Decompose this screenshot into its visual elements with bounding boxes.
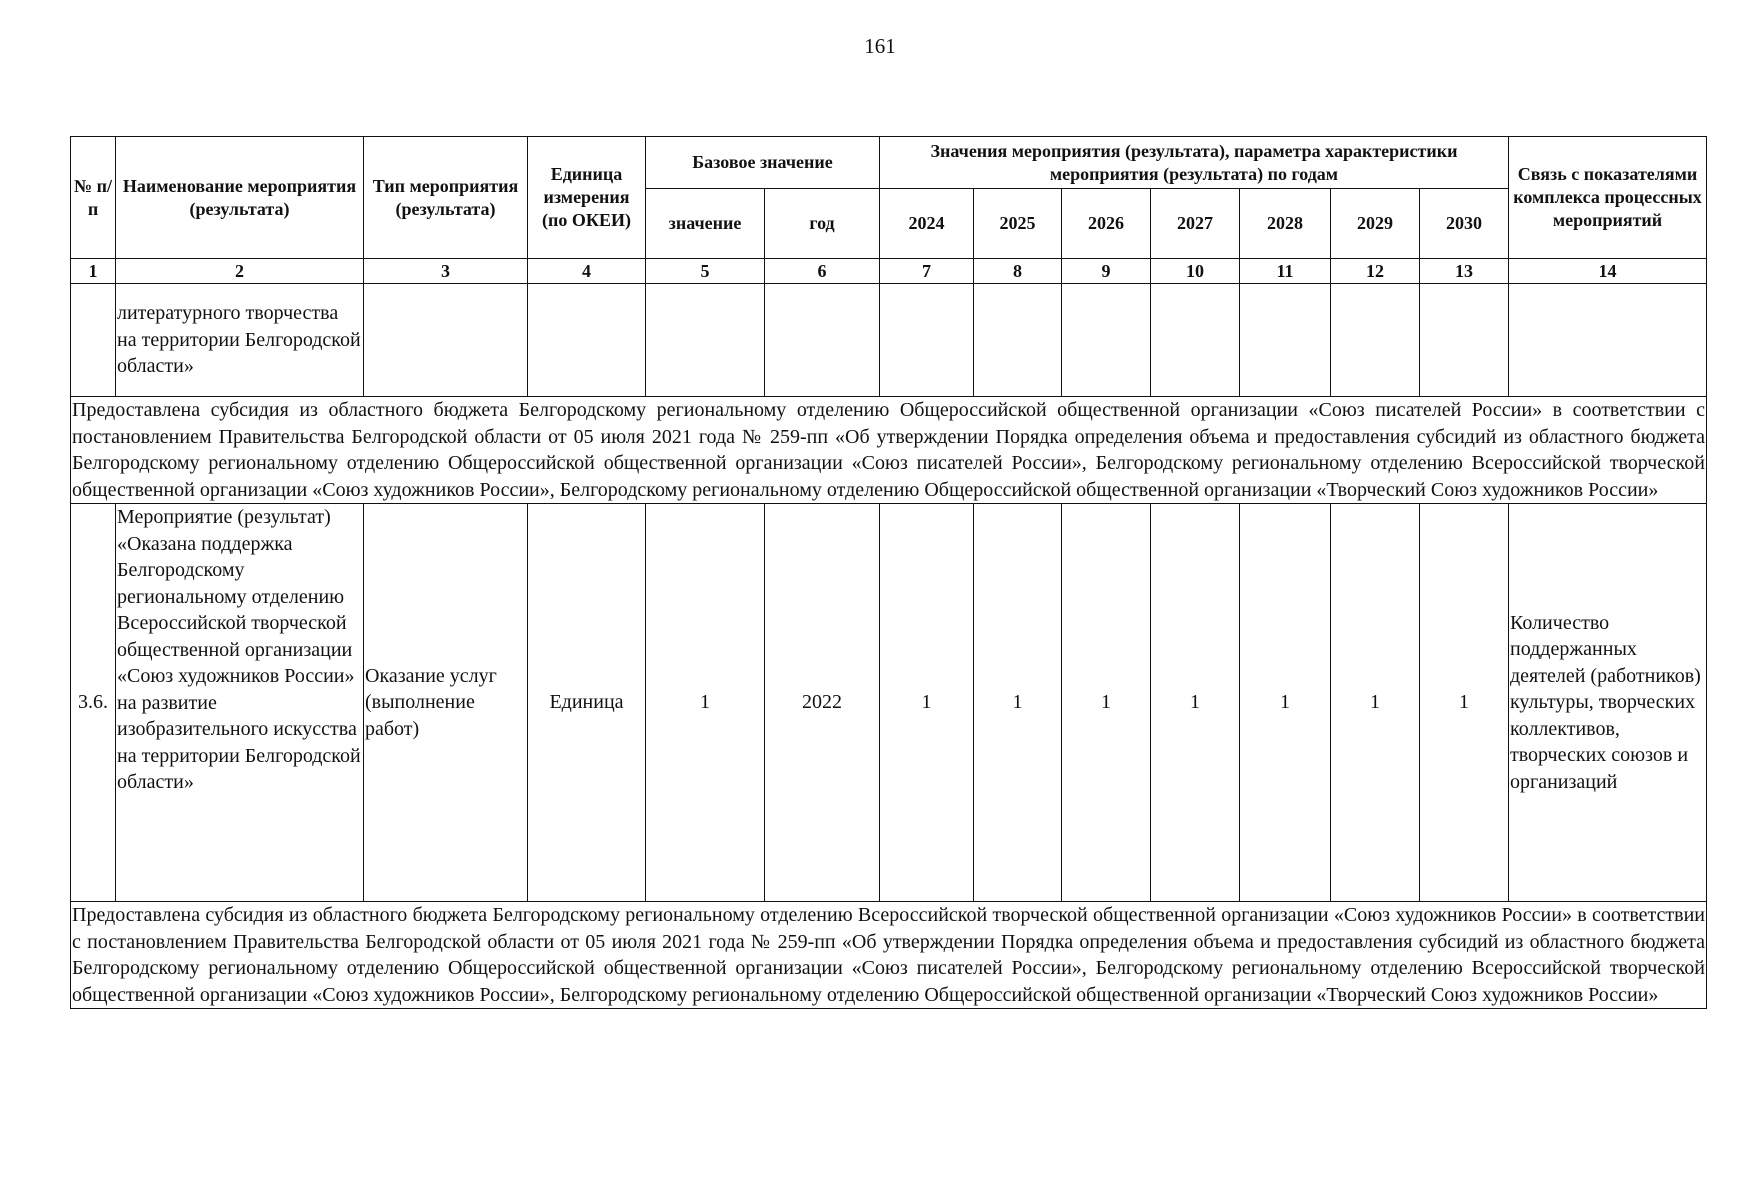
continuation-num-cell [71,284,116,397]
column-number: 4 [528,259,646,284]
empty-cell [1240,284,1331,397]
subsidy-note-1: Предоставлена субсидия из областного бюджета Белгородскому региональному отделению Общероссийской общественной организации «Союз писателей России» в соответствии с постановлением Правительства Белгородской области от 05 июля 2021 года № 259-пп «Об утверждении Порядка определения объема и предоставления субсидий из областного бюджета Белгородскому региональному отделению Общероссийской общественной организации «Союз писателей России», Белгородскому региональному отделению Всероссийской творческой общественной организации «Союз художников России», Белгородскому региональному отделению Общероссийской общественной организации «Творческий Союз художников России» [71,397,1707,504]
empty-cell [1420,284,1509,397]
empty-cell [364,284,528,397]
year-value: 1 [1420,504,1509,902]
empty-cell [880,284,974,397]
year-value: 1 [1331,504,1420,902]
year-value: 1 [974,504,1062,902]
column-number: 12 [1331,259,1420,284]
header-year: 2028 [1240,189,1331,259]
year-value: 1 [1062,504,1151,902]
column-number: 11 [1240,259,1331,284]
column-number: 14 [1509,259,1707,284]
empty-cell [1331,284,1420,397]
header-year: 2030 [1420,189,1509,259]
base-year: 2022 [765,504,880,902]
base-value: 1 [646,504,765,902]
column-number: 1 [71,259,116,284]
note-row-1 [71,397,1707,504]
column-number: 2 [116,259,364,284]
row-number: 3.6. [71,504,116,902]
header-year: 2025 [974,189,1062,259]
header-year: 2026 [1062,189,1151,259]
year-value: 1 [880,504,974,902]
header-link: Связь с показателями комплекса процессных мероприятий [1509,137,1707,259]
empty-cell [528,284,646,397]
column-numbers-row [71,259,1707,284]
activity-type: Оказание услуг (выполнение работ) [364,504,528,902]
header-year: 2024 [880,189,974,259]
header-type: Тип мероприятия (результата) [364,137,528,259]
empty-cell [1062,284,1151,397]
header-base-group: Базовое значение [646,137,880,189]
empty-cell [646,284,765,397]
column-number: 6 [765,259,880,284]
header-name: Наименование мероприятия (результата) [116,137,364,259]
header-row-top [71,137,1707,189]
header-base-value: значение [646,189,765,259]
subsidy-note-2: Предоставлена субсидия из областного бюджета Белгородскому региональному отделению Всероссийской творческой общественной организации «Союз художников России» в соответствии с постановлением Правительства Белгородской области от 05 июля 2021 года № 259-пп «Об утверждении Порядка определения объема и предоставления субсидий из областного бюджета Белгородскому региональному отделению Общероссийской общественной организации «Союз писателей России», Белгородскому региональному отделению Всероссийской творческой общественной организации «Союз художников России», Белгородскому региональному отделению Общероссийской общественной организации «Творческий Союз художников России» [71,902,1707,1009]
column-number: 3 [364,259,528,284]
column-number: 7 [880,259,974,284]
header-year: 2027 [1151,189,1240,259]
header-num: № п/п [71,137,116,259]
indicator-link: Количество поддержанных деятелей (работников) культуры, творческих коллективов, творческих союзов и организаций [1509,504,1707,902]
column-number: 5 [646,259,765,284]
empty-cell [1151,284,1240,397]
activity-name: Мероприятие (результат) «Оказана поддержка Белгородскому региональному отделению Всероссийской творческой общественной организации «Союз художников России» на развитие изобразительного искусства на территории Белгородской области» [116,504,364,902]
year-value: 1 [1151,504,1240,902]
activities-table [70,136,1707,1009]
header-years-group: Значения мероприятия (результата), параметра характеристики мероприятия (результата) по годам [880,137,1509,189]
empty-cell [765,284,880,397]
header-base-year: год [765,189,880,259]
page-number: 161 [864,34,896,58]
header-year: 2029 [1331,189,1420,259]
continuation-name: литературного творчества на территории Белгородской области» [116,284,364,397]
empty-cell [1509,284,1707,397]
continuation-row [71,284,1707,397]
header-unit: Единица измерения (по ОКЕИ) [528,137,646,259]
empty-cell [974,284,1062,397]
column-number: 8 [974,259,1062,284]
column-number: 10 [1151,259,1240,284]
year-value: 1 [1240,504,1331,902]
column-number: 13 [1420,259,1509,284]
activity-unit: Единица [528,504,646,902]
column-number: 9 [1062,259,1151,284]
activity-row-3-6 [71,504,1707,902]
note-row-2 [71,902,1707,1009]
